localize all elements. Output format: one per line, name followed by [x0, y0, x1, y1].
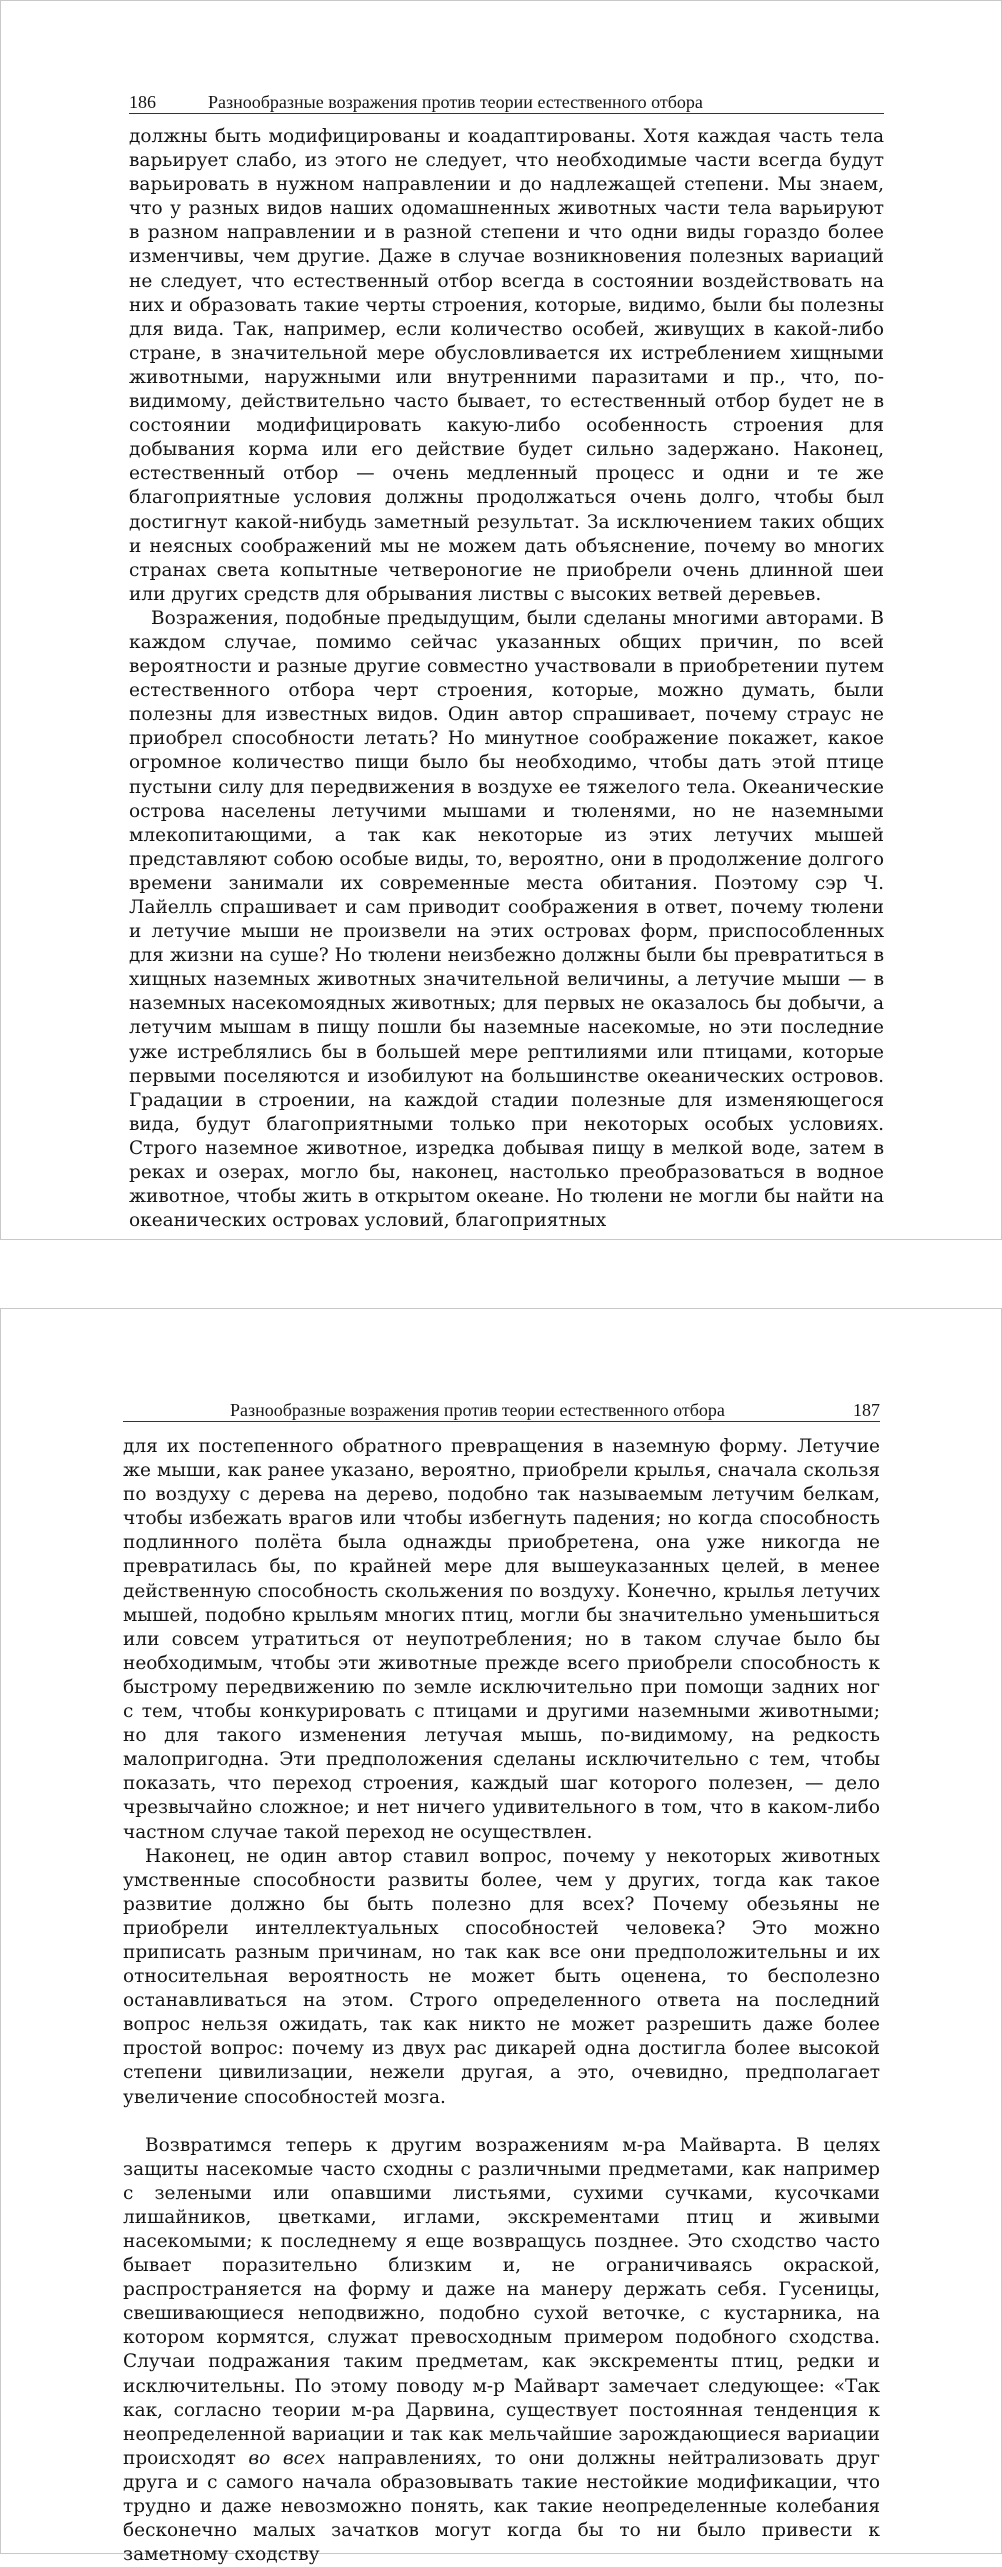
paragraph: для их постепенного обратного превращения в наземную форму. Летучие же мыши, как ранее указано, вероятно, приобрели крылья, сначала скользя по воздуху с дерева на дерево, подобно так называемым летучим белкам, чтобы избежать врагов или чтобы избегнуть падения; но когда способность подлинного полёта была однажды приобретена, она уже никогда не превратилась бы, по крайней мере для вышеуказанных целей, в менее действенную способность скольжения по воздуху. Конечно, крылья летучих мышей, подобно крыльям многих птиц, могли бы значительно уменьшиться или совсем утратиться от неупотребления; но в таком случае было бы необходимым, чтобы эти животные прежде всего приобрели способность к быстрому передвижению по земле исключительно при помощи задних ног с тем, чтобы конкурировать с птицами и другими наземными животными; но для такого изменения летучая мышь, по-видимому, на редкость малопригодна. Эти предположения сделаны исключительно с тем, чтобы показать, что переход строения, каждый шаг которого полезен, — дело чрезвычайно сложное; и нет ничего удивительного в том, что в каком-либо частном случае такой переход не осуществлен. [123, 1436, 880, 1843]
running-head [123, 1391, 880, 1422]
body-text [129, 125, 884, 1233]
italic-emphasis: во всех [248, 2447, 326, 2469]
paragraph-text: направлениях, то они должны нейтрализовать друг друга и с самого начала образовывать такие нестойкие модификации, что трудно и даже невозможно понять, как такие неопределенные колебания бесконечно малых зачатков могут когда бы то ни было привести к заметному сходству [123, 2447, 880, 2566]
paragraph: должны быть модифицированы и коадаптированы. Хотя каждая часть тела варьирует слабо, из этого не следует, что необходимые части всегда будут варьировать в нужном направлении и до надлежащей степени. Мы знаем, что у разных видов наших одомашненных животных части тела варьируют в разном направлении и в разной степени и что одни виды гораздо более изменчивы, чем другие. Даже в случае возникновения полезных вариаций не следует, что естественный отбор всегда в состоянии воздействовать на них и образовать такие черты строения, которые, видимо, были бы полезны для вида. Так, например, если количество особей, живущих в какой-либо стране, в значительной мере обусловливается их истреблением хищными животными, наружными или внутренними паразитами и пр., что, по-видимому, действительно часто бывает, то естественный отбор будет не в состоянии модифицировать какую-либо особенность строения для добывания корма или его действие будет сильно задержано. Наконец, естественный отбор — очень медленный процесс и одни и те же благоприятные условия должны продолжаться очень долго, чтобы был достигнут какой-нибудь заметный результат. За исключением таких общих и неясных соображений мы не можем дать объяснение, почему во многих странах света копытные четвероногие не приобрели очень длинной шеи или других средств для обрывания листвы с высоких ветвей деревьев. [129, 126, 884, 605]
page-186 [0, 0, 1002, 1240]
paragraph: Наконец, не один автор ставил вопрос, почему у некоторых животных умственные способности развиты более, чем у других, тогда как такое развитие должно бы быть полезно для всех? Почему обезьяны не приобрели интеллектуальных способностей человека? Это можно приписать разным причинам, но так как все они предположительны и их относительная вероятность не может быть оценена, то бесполезно останавливаться на этом. Строго определенного ответа на последний вопрос нельзя ожидать, так как никто не может разрешить даже более простой вопрос: почему из двух рас дикарей одна достигла более высокой степени цивилизации, нежели другая, а это, очевидно, предполагает увеличение способностей мозга. [123, 1845, 880, 2108]
running-title: Разнообразные возражения против теории естественного отбора [230, 1400, 725, 1420]
paragraph: Возражения, подобные предыдущим, были сделаны многими авторами. В каждом случае, помимо сейчас указанных общих причин, по всей вероятности и разные другие совместно участвовали в приобретении путем естественного отбора черт строения, которые, можно думать, были полезны для известных видов. Один автор спрашивает, почему страус не приобрел способности летать? Но минутное соображение покажет, какое огромное количество пищи было бы необходимо, чтобы дать этой птице пустыни силу для передвижения в воздухе ее тяжелого тела. Океанические острова населены летучими мышами и тюленями, но не наземными млекопитающими, а так как некоторые из этих летучих мышей представляют собою особые виды, то, вероятно, они в продолжение долгого времени занимали их современные места обитания. Поэтому сэр Ч. Лайелль спрашивает и сам приводит соображения в ответ, почему тюлени и летучие мыши не произвели на этих островах форм, приспособленных для жизни на суше? Но тюлени неизбежно должны были бы превратиться в хищных наземных животных значительной величины, а летучие мыши — в наземных насекомоядных животных; для первых не оказалось бы добычи, а летучим мышам в пищу пошли бы наземные насекомые, но эти последние уже истреблялись бы в большей мере рептилиями или птицами, которые первыми поселяются и изобилуют на большинстве океанических островов. Градации в строении, на каждой стадии полезные для изменяющегося вида, будут благоприятными только при некоторых особых условиях. Строго наземное животное, изредка добывая пищу в мелкой воде, затем в реках и озерах, могло бы, наконец, настолько преобразоваться в водное животное, чтобы жить в открытом океане. Но тюлени не могли бы найти на океанических островах условий, благоприятных [129, 607, 884, 1232]
paragraph [123, 2134, 880, 2567]
page-number: 187 [853, 1400, 880, 1420]
page-number: 186 [129, 92, 156, 112]
running-title: Разнообразные возражения против теории естественного отбора [208, 92, 703, 112]
body-text [123, 1435, 880, 2567]
running-head [129, 83, 884, 114]
paragraph-text: Возвратимся теперь к другим возражениям м-ра Майварта. В целях защиты насекомые часто сходны с различными предметами, как например с зелеными или опавшими листьями, сухими сучками, кусочками лишайников, цветками, иглами, экскрементами птиц и живыми насекомыми; к последнему я еще возвращусь позднее. Это сходство часто бывает поразительно близким и, не ограничиваясь окраской, распространяется на форму и даже на манеру держать себя. Гусеницы, свешивающиеся неподвижно, подобно сухой веточке, с кустарника, на котором кормятся, служат превосходным примером подобного сходства. Случаи подражания таким предметам, как экскременты птиц, редки и исключительны. По этому поводу м-р Майварт замечает следующее: «Так как, согласно теории м-ра Дарвина, существует постоянная тенденция к неопределенной вариации и так как мельчайшие зарождающиеся вариации происходят [123, 2134, 880, 2469]
page-187 [0, 1308, 1002, 2566]
